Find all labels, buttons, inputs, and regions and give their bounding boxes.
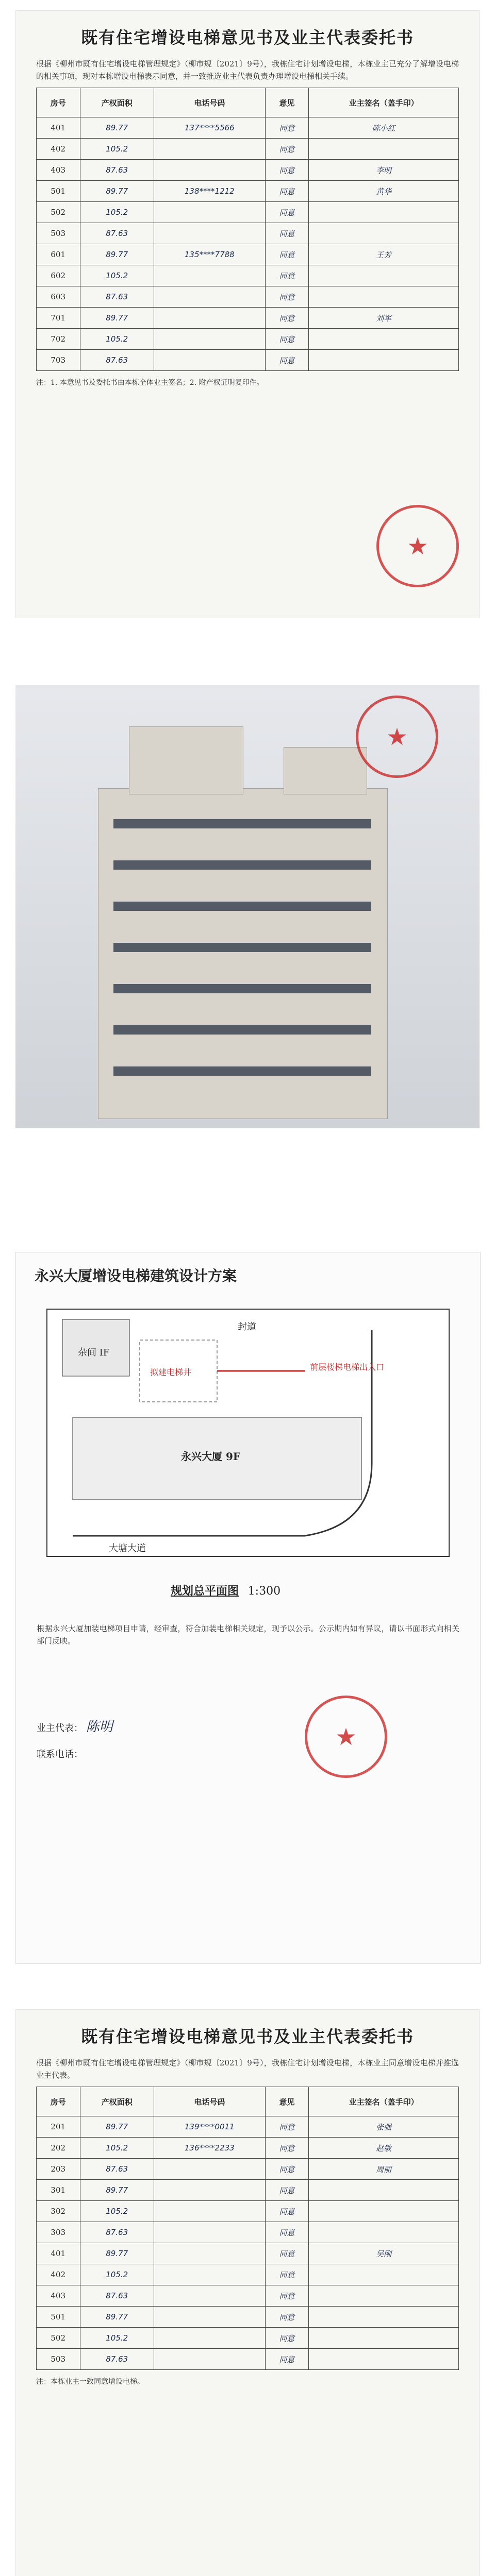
cell-room: 501 [37,2307,80,2328]
table-row [37,2180,459,2201]
cell-signature [309,286,459,308]
window-row [113,984,371,993]
cell-opinion: 同意 [265,2264,309,2285]
cell-phone [154,202,265,223]
cell-signature: 陈小红 [309,117,459,139]
col-phone: 电话号码 [154,88,265,117]
page-title: 既有住宅增设电梯意见书及业主代表委托书 [80,28,414,47]
cell-phone [154,2243,265,2264]
table-row [37,202,459,223]
cell-phone [154,2222,265,2243]
cell-opinion: 同意 [265,2328,309,2349]
col-signature: 业主签名（盖手印） [309,2087,459,2116]
cell-opinion: 同意 [265,2285,309,2307]
col-area: 产权面积 [80,88,154,117]
cell-signature [309,2285,459,2307]
cell-room: 603 [37,286,80,308]
cell-opinion: 同意 [265,160,309,181]
table-row [37,350,459,371]
table-row [37,2222,459,2243]
cell-signature [309,265,459,286]
cell-opinion: 同意 [265,2307,309,2328]
cell-phone: 136****2233 [154,2138,265,2159]
cell-phone [154,329,265,350]
cell-signature: 王芳 [309,244,459,265]
cell-signature: 黄华 [309,181,459,202]
cell-opinion: 同意 [265,202,309,223]
table-row [37,2116,459,2138]
col-opinion: 意见 [265,88,309,117]
col-room: 房号 [37,88,80,117]
cell-opinion: 同意 [265,2201,309,2222]
table-row [37,2159,459,2180]
table-row [37,244,459,265]
table-row [37,181,459,202]
owner-rep-label: 业主代表： [37,1723,83,1734]
plan-scale: 1:300 [248,1585,281,1598]
cell-opinion: 同意 [265,2243,309,2264]
cell-signature [309,223,459,244]
cell-room: 602 [37,265,80,286]
cell-phone: 137****5566 [154,117,265,139]
window-row [113,819,371,828]
cell-phone [154,2180,265,2201]
building-tower [284,747,367,794]
cell-area: 105.2 [80,2201,154,2222]
cell-signature: 刘军 [309,308,459,329]
cell-signature [309,139,459,160]
cell-opinion: 同意 [265,244,309,265]
window-row [113,943,371,952]
cell-room: 703 [37,350,80,371]
cell-phone [154,2307,265,2328]
cell-opinion: 同意 [265,181,309,202]
cell-room: 303 [37,2222,80,2243]
cell-signature [309,2328,459,2349]
cell-signature [309,350,459,371]
label-road: 封道 [238,1321,256,1332]
contact-line: 联系电话： [37,1749,83,1760]
cell-opinion: 同意 [265,2180,309,2201]
cell-room: 503 [37,2349,80,2370]
cell-room: 402 [37,2264,80,2285]
cell-phone [154,2328,265,2349]
cell-signature [309,2180,459,2201]
table-row [37,2328,459,2349]
cell-opinion: 同意 [265,2222,309,2243]
label-building: 永兴大厦 9F [181,1450,241,1463]
cell-room: 401 [37,2243,80,2264]
cell-room: 502 [37,202,80,223]
intro-paragraph: 根据《柳州市既有住宅增设电梯管理规定》（柳市规〔2021〕9号），我栋住宅计划增设电梯，本栋业主同意增设电梯并推选业主代表。 [36,2058,459,2080]
col-signature: 业主签名（盖手印） [309,88,459,117]
cell-area: 87.63 [80,350,154,371]
cell-signature: 吴刚 [309,2243,459,2264]
cell-opinion: 同意 [265,2116,309,2138]
cell-room: 501 [37,181,80,202]
cell-phone [154,2159,265,2180]
cell-room: 203 [37,2159,80,2180]
table-row [37,2201,459,2222]
table-header-row [37,2087,459,2116]
cell-area: 105.2 [80,2264,154,2285]
cell-area: 89.77 [80,244,154,265]
cell-area: 87.63 [80,286,154,308]
owner-rep-line [37,1716,113,1735]
cell-area: 87.63 [80,2159,154,2180]
cell-phone [154,2264,265,2285]
page-title: 既有住宅增设电梯意见书及业主代表委托书 [80,2027,414,2046]
window-row [113,860,371,870]
label-avenue: 大塘大道 [109,1543,146,1554]
cell-phone [154,286,265,308]
cell-opinion: 同意 [265,286,309,308]
cell-phone [154,160,265,181]
col-room: 房号 [37,2087,80,2116]
cell-room: 402 [37,139,80,160]
footnotes: 注：本栋业主一致同意增设电梯。 [36,2378,144,2386]
plan-caption-text: 规划总平面图 [171,1584,239,1598]
cell-room: 502 [37,2328,80,2349]
cell-area: 87.63 [80,2349,154,2370]
cell-opinion: 同意 [265,2138,309,2159]
cell-signature [309,202,459,223]
cell-area: 105.2 [80,202,154,223]
cell-area: 105.2 [80,139,154,160]
red-seal-stamp: ★ [305,1696,387,1778]
cell-area: 105.2 [80,2328,154,2349]
cell-area: 87.63 [80,223,154,244]
table-row [37,286,459,308]
owner-table [36,2087,459,2370]
cell-opinion: 同意 [265,2159,309,2180]
cell-room: 201 [37,2116,80,2138]
cell-phone [154,350,265,371]
design-plan-page [15,1252,481,1964]
table-row [37,308,459,329]
cell-signature: 赵敏 [309,2138,459,2159]
label-planned-shaft: 拟建电梯井 [150,1367,192,1377]
table-row [37,2264,459,2285]
cell-phone: 138****1212 [154,181,265,202]
cell-area: 89.77 [80,308,154,329]
cell-signature [309,2222,459,2243]
cell-signature [309,2349,459,2370]
cell-room: 702 [37,329,80,350]
col-opinion: 意见 [265,2087,309,2116]
table-row [37,2349,459,2370]
owner-rep-sign: 陈明 [86,1719,113,1735]
cell-room: 302 [37,2201,80,2222]
cell-phone [154,2201,265,2222]
cell-area: 89.77 [80,2243,154,2264]
cell-area: 89.77 [80,2116,154,2138]
cell-phone: 135****7788 [154,244,265,265]
table-row [37,329,459,350]
cell-signature [309,2307,459,2328]
cell-area: 87.63 [80,2285,154,2307]
col-phone: 电话号码 [154,2087,265,2116]
cell-area: 105.2 [80,2138,154,2159]
cell-opinion: 同意 [265,2349,309,2370]
cell-opinion: 同意 [265,265,309,286]
cell-room: 403 [37,160,80,181]
site-plan-drawing [16,1299,480,1567]
table-row [37,265,459,286]
table-header-row [37,88,459,117]
cell-area: 89.77 [80,2180,154,2201]
intro-paragraph: 根据《柳州市既有住宅增设电梯管理规定》（柳市规〔2021〕9号），我栋住宅计划增设电梯，本栋业主已充分了解增设电梯的相关事项，现对本栋增设电梯表示同意，并一致推选业主代表负责办理增设电梯相关手续。 [36,59,459,81]
cell-room: 403 [37,2285,80,2307]
label-entrance: 前层楼梯电梯出入口 [310,1362,385,1372]
label-misc-room: 杂间 IF [78,1347,110,1358]
cell-area: 105.2 [80,329,154,350]
plan-paragraph: 根据永兴大厦加装电梯项目申请，经审查，符合加装电梯相关规定，现予以公示。公示期内如有异议，请以书面形式向相关部门反映。 [37,1624,459,1646]
table-row [37,2307,459,2328]
cell-opinion: 同意 [265,329,309,350]
table-row [37,223,459,244]
window-row [113,1066,371,1076]
cell-room: 701 [37,308,80,329]
consent-form-page-2 [15,2009,480,2576]
cell-area: 89.77 [80,2307,154,2328]
cell-signature: 周丽 [309,2159,459,2180]
cell-area: 87.63 [80,160,154,181]
owner-table [36,88,459,371]
cell-area: 87.63 [80,2222,154,2243]
table-row [37,2138,459,2159]
cell-room: 202 [37,2138,80,2159]
cell-room: 301 [37,2180,80,2201]
cell-phone: 139****0011 [154,2116,265,2138]
window-row [113,1025,371,1035]
building-photo [15,685,480,1128]
cell-opinion: 同意 [265,350,309,371]
table-row [37,160,459,181]
cell-phone [154,2349,265,2370]
cell-phone [154,223,265,244]
cell-area: 105.2 [80,265,154,286]
cell-room: 401 [37,117,80,139]
cell-area: 89.77 [80,181,154,202]
table-row [37,139,459,160]
cell-opinion: 同意 [265,139,309,160]
cell-signature: 张强 [309,2116,459,2138]
cell-signature [309,329,459,350]
cell-opinion: 同意 [265,117,309,139]
cell-phone [154,308,265,329]
plan-title: 永兴大厦增设电梯建筑设计方案 [35,1267,237,1284]
building-tower [129,726,243,794]
footnotes: 注：1. 本意见书及委托书由本栋全体业主签名；2. 附产权证明复印件。 [36,379,264,387]
table-row [37,117,459,139]
cell-signature [309,2201,459,2222]
cell-opinion: 同意 [265,308,309,329]
cell-signature [309,2264,459,2285]
cell-room: 601 [37,244,80,265]
cell-signature: 李明 [309,160,459,181]
window-row [113,902,371,911]
cell-phone [154,139,265,160]
cell-phone [154,265,265,286]
cell-room: 503 [37,223,80,244]
cell-opinion: 同意 [265,223,309,244]
cell-area: 89.77 [80,117,154,139]
cell-phone [154,2285,265,2307]
consent-form-page-1 [15,10,480,618]
table-row [37,2285,459,2307]
col-area: 产权面积 [80,2087,154,2116]
red-seal-stamp: ★ [376,505,459,587]
table-row [37,2243,459,2264]
red-seal-stamp: ★ [356,696,438,778]
plan-caption [171,1582,280,1598]
